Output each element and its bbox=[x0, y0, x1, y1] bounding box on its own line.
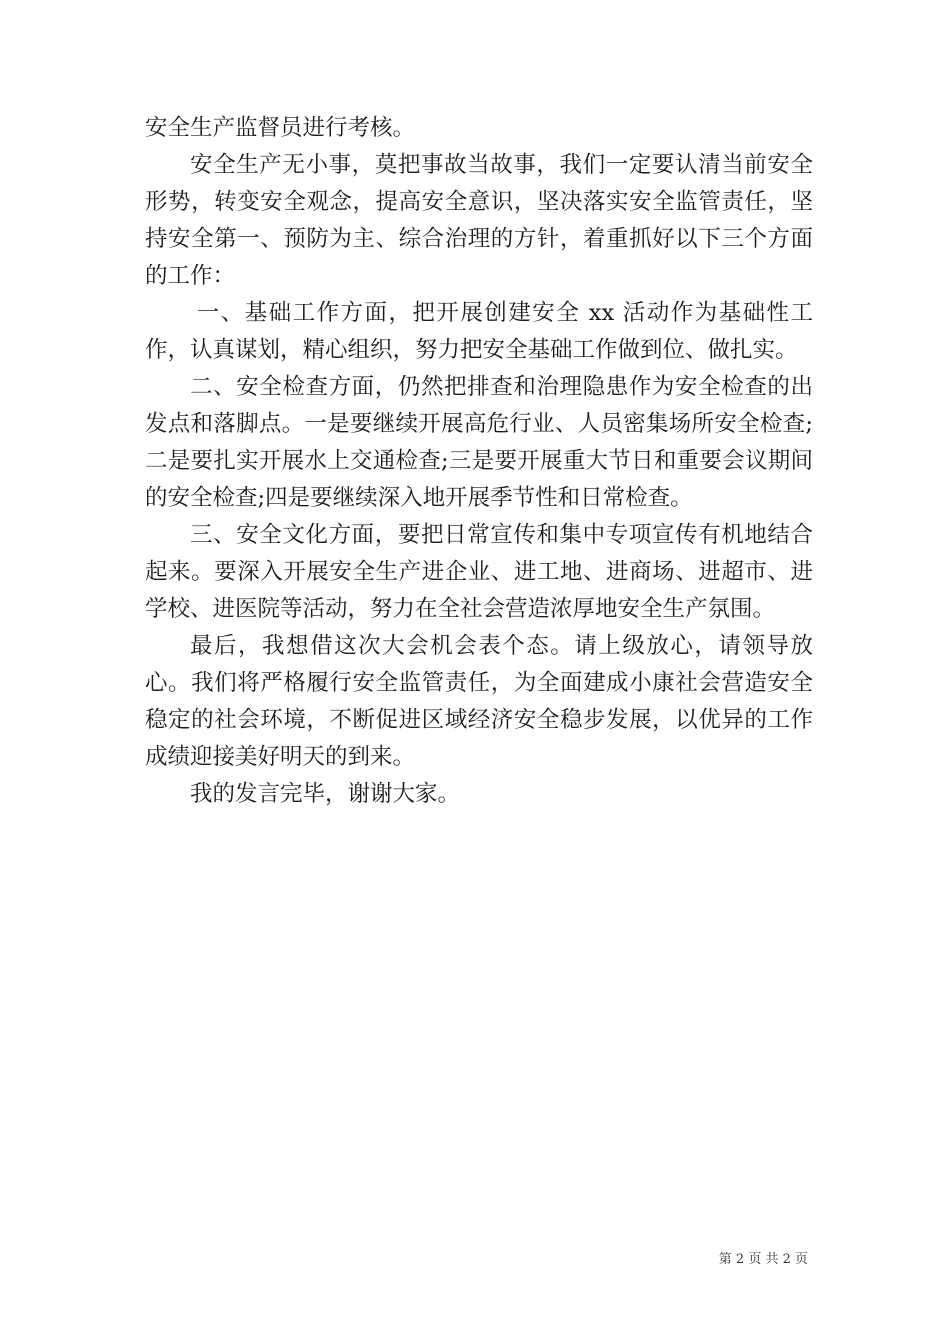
paragraph-continuation: 安全生产监督员进行考核。 bbox=[145, 115, 416, 141]
page-number-footer: 第 2 页 共 2 页 bbox=[718, 1252, 808, 1267]
paragraph-intro: 安全生产无小事，莫把事故当故事，我们一定要认清当前安全形势，转变安全观念，提高安全意识，坚决落实安全监管责任，坚持安全第一、预防为主、综合治理的方针，着重抓好以下三个方面的工作： bbox=[145, 152, 813, 289]
paragraph-point-one: 一、基础工作方面，把开展创建安全 xx 活动作为基础性工作，认真谋划，精心组织，努力把安全基础工作做到位、做扎实。 bbox=[145, 300, 813, 363]
document-body bbox=[145, 110, 813, 813]
paragraph-conclusion: 最后，我想借这次大会机会表个态。请上级放心，请领导放心。我们将严格履行安全监管责任，为全面建成小康社会营造安全稳定的社会环境，不断促进区域经济安全稳步发展，以优异的工作成绩迎接美好明天的到来。 bbox=[145, 633, 813, 770]
paragraph-closing: 我的发言完毕，谢谢大家。 bbox=[190, 781, 461, 807]
paragraph-point-two: 二、安全检查方面，仍然把排查和治理隐患作为安全检查的出发点和落脚点。一是要继续开展高危行业、人员密集场所安全检查;二是要扎实开展水上交通检查;三是要开展重大节日和重要会议期间的安全检查;四是要继续深入地开展季节性和日常检查。 bbox=[145, 374, 813, 511]
paragraph-point-three: 三、安全文化方面，要把日常宣传和集中专项宣传有机地结合起来。要深入开展安全生产进企业、进工地、进商场、进超市、进学校、进医院等活动，努力在全社会营造浓厚地安全生产氛围。 bbox=[145, 522, 813, 622]
